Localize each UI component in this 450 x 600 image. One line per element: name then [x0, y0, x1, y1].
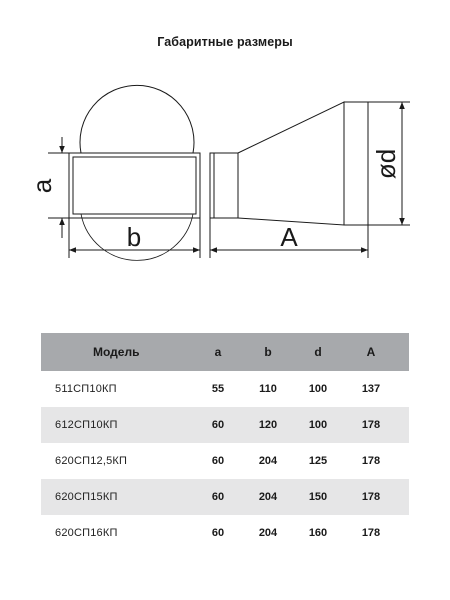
side-transition — [238, 102, 344, 225]
cell-model: 620СП15КП — [55, 491, 118, 503]
cell-b: 110 — [259, 383, 277, 395]
cell-A: 137 — [361, 383, 381, 395]
table-row — [41, 443, 409, 479]
rect-flange-outer — [69, 153, 200, 218]
table-row — [41, 371, 409, 407]
side-round-spigot — [344, 102, 368, 225]
label-A: A — [280, 222, 298, 252]
cell-d: 100 — [308, 419, 328, 431]
cell-d: 150 — [308, 491, 328, 503]
table-row — [41, 479, 409, 515]
cell-d: 160 — [308, 527, 328, 539]
rect-flange-inner — [73, 157, 196, 214]
col-header-a: a — [214, 345, 222, 359]
cell-a: 60 — [211, 455, 225, 467]
cell-A: 178 — [361, 419, 381, 431]
cell-a: 55 — [211, 383, 225, 395]
dimension-drawing — [0, 70, 450, 270]
cell-A: 178 — [361, 527, 381, 539]
cell-d: 100 — [308, 383, 328, 395]
cell-b: 204 — [258, 491, 278, 503]
round-duct-outline — [80, 85, 194, 153]
cell-a: 60 — [211, 419, 225, 431]
cell-a: 60 — [211, 491, 225, 503]
cell-A: 178 — [361, 491, 381, 503]
cell-b: 120 — [258, 419, 278, 431]
label-d: ød — [370, 148, 401, 180]
label-a: a — [26, 178, 57, 194]
table-row — [41, 515, 409, 551]
cell-a: 60 — [211, 527, 225, 539]
cell-model: 511СП10КП — [55, 383, 117, 395]
label-b: b — [126, 222, 142, 252]
cell-model: 620СП16КП — [55, 527, 118, 539]
col-header-A: A — [366, 345, 376, 359]
cell-A: 178 — [361, 455, 381, 467]
table-header — [41, 333, 409, 371]
col-header-b: b — [264, 345, 272, 359]
cell-model: 612СП10КП — [55, 419, 118, 431]
col-header-d: d — [314, 345, 322, 359]
cell-b: 204 — [258, 527, 278, 539]
cell-model: 620СП12,5КП — [55, 455, 128, 467]
col-header-model: Модель — [93, 345, 140, 359]
page-title: Габаритные размеры — [157, 35, 293, 49]
table-row — [41, 407, 409, 443]
cell-b: 204 — [258, 455, 278, 467]
cell-d: 125 — [308, 455, 328, 467]
specs-table — [41, 333, 409, 551]
